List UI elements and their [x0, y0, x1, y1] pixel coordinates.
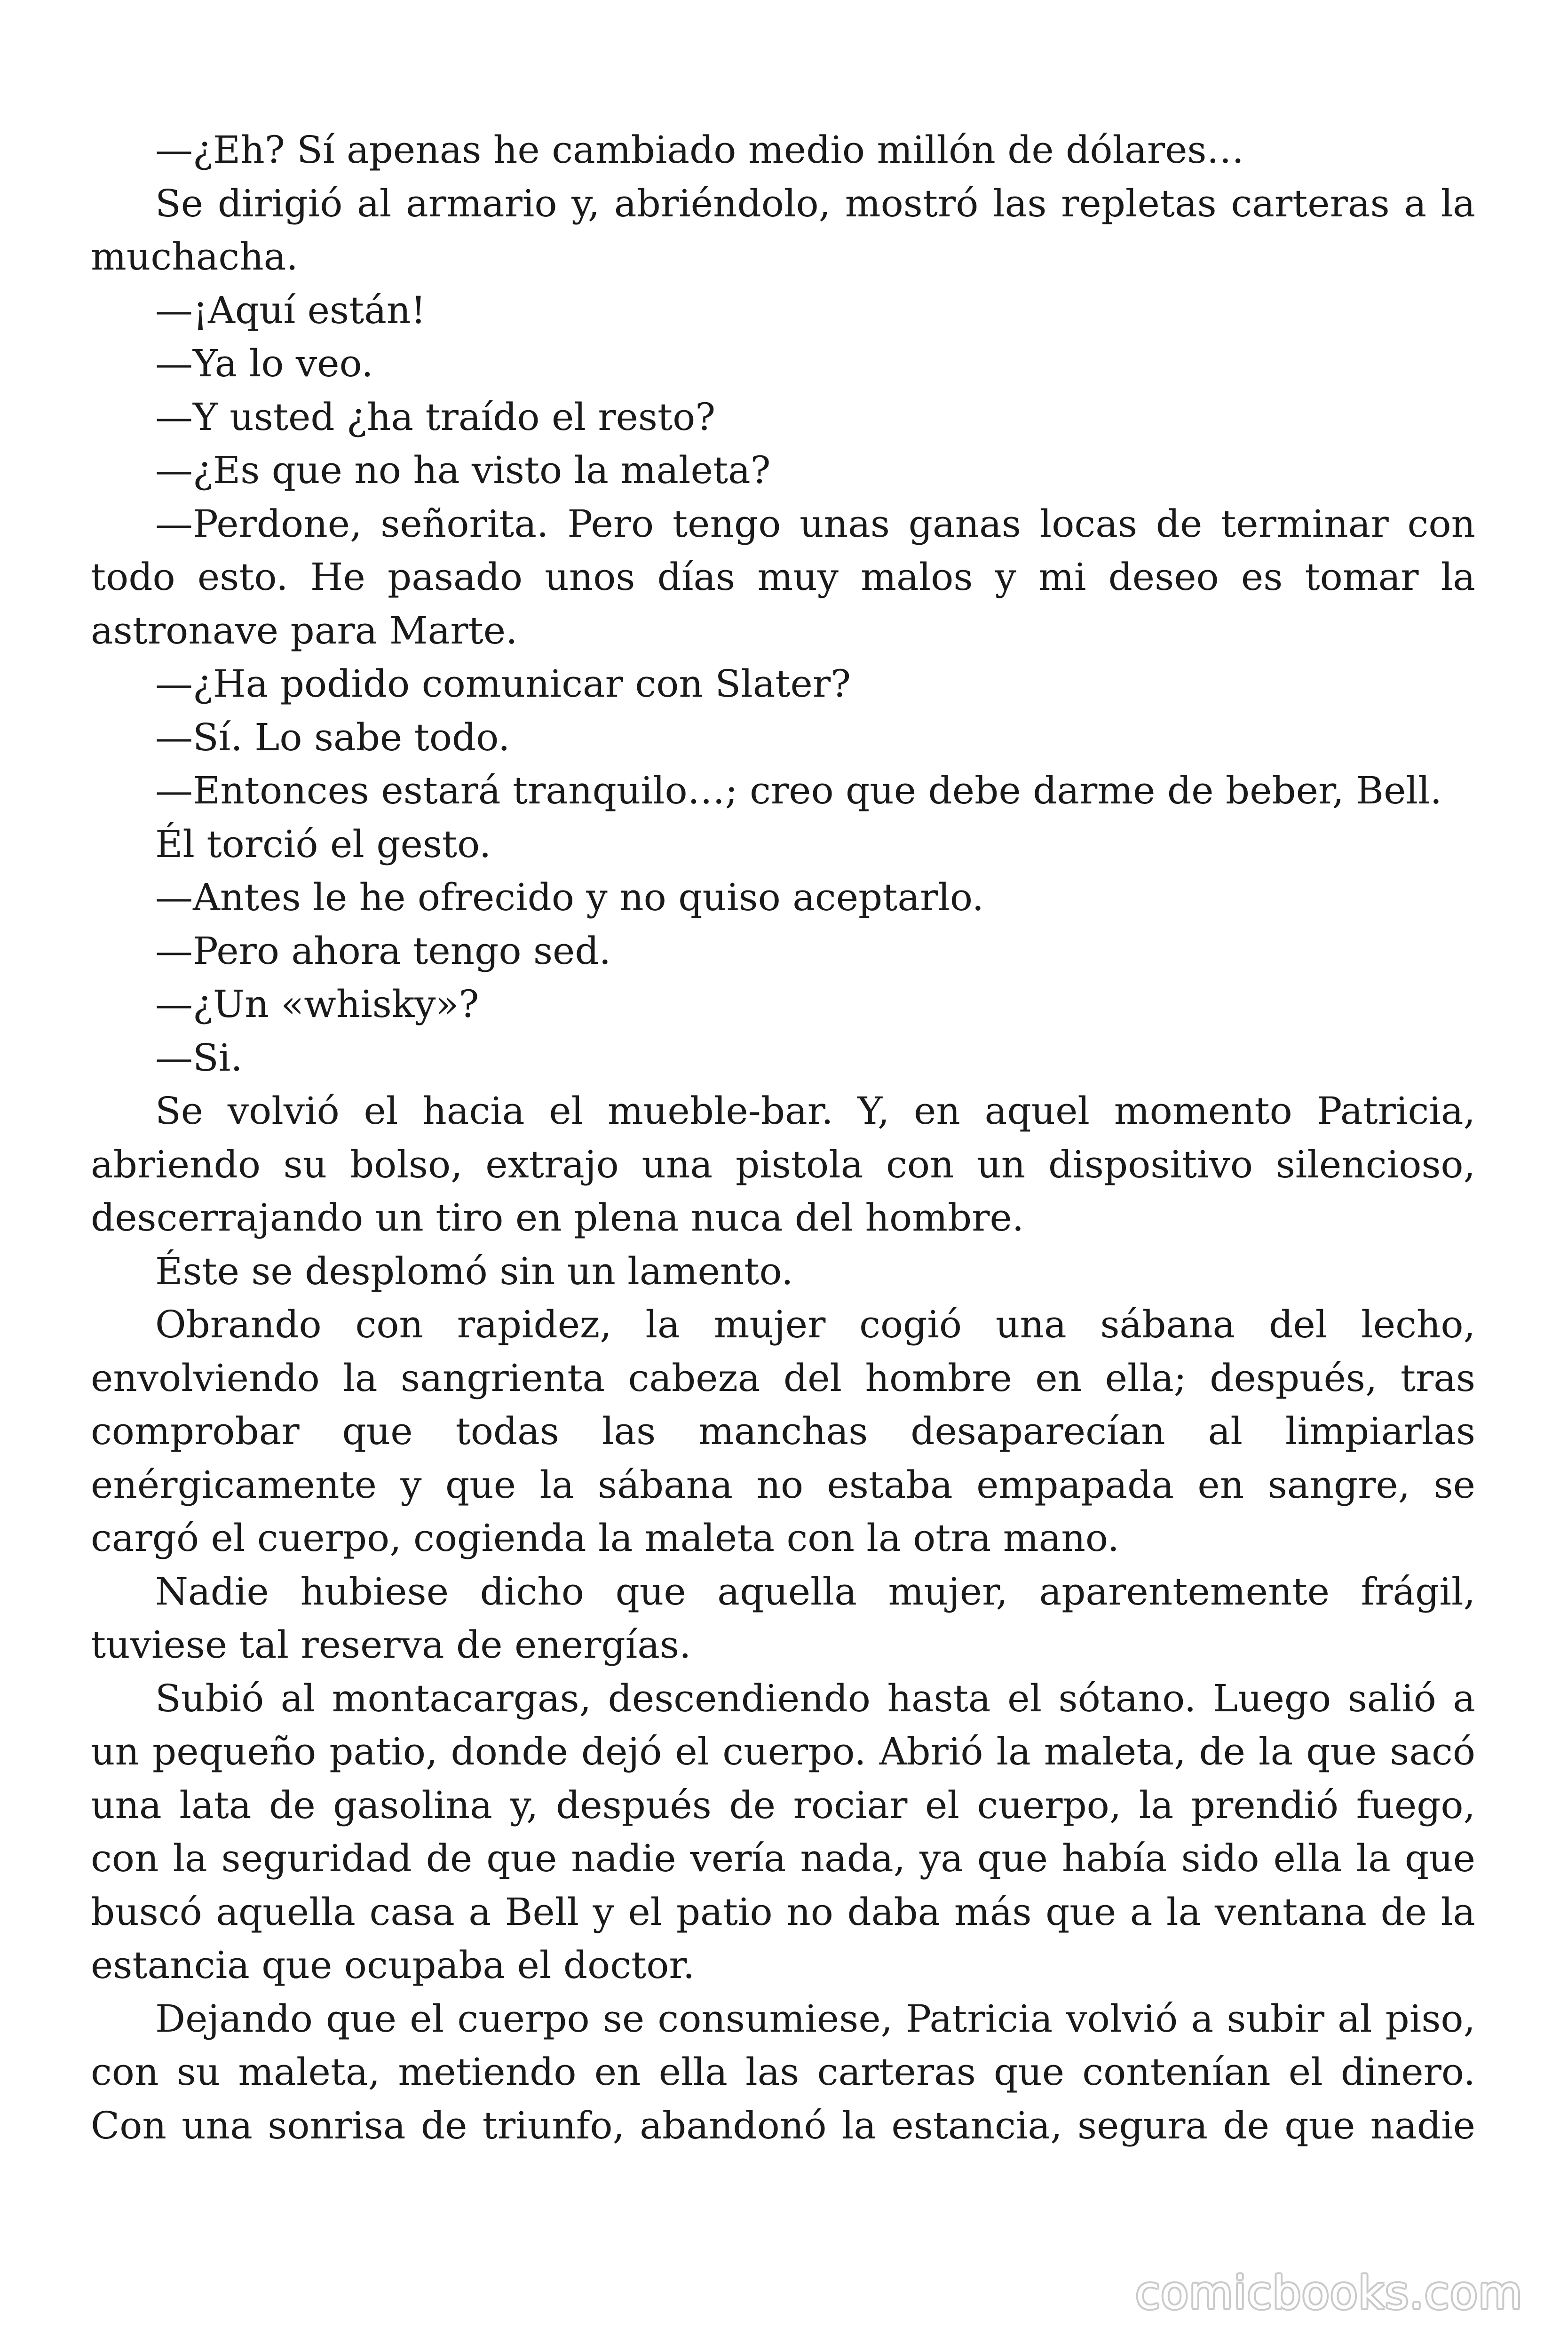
paragraph: —Pero ahora tengo sed.	[155, 929, 611, 973]
paragraph: Dejando que el cuerpo se consumiese, Patricia volvió a subir al piso, con su maleta, metiendo en ella las carteras que contenían el dinero. Con una sonrisa de triunfo, abandonó la estancia, segura de que nadie	[91, 1996, 1475, 2147]
paragraph: Nadie hubiese dicho que aquella mujer, aparentemente frágil, tuviese tal reserva de energías.	[91, 1569, 1475, 1667]
paragraph: Se dirigió al armario y, abriéndolo, mostró las repletas carteras a la muchacha.	[91, 181, 1475, 278]
paragraph: —¿Un «whisky»?	[155, 982, 479, 1026]
paragraph: —¿Es que no ha visto la maleta?	[155, 448, 771, 492]
paragraph: Se volvió el hacia el mueble-bar. Y, en aquel momento Patricia, abriendo su bolso, extrajo una pistola con un dispositivo silencioso, descerrajando un tiro en plena nuca del hombre.	[91, 1089, 1475, 1240]
paragraph: —Entonces estará tranquilo…; creo que debe darme de beber, Bell.	[155, 769, 1442, 812]
watermark-logo: comicbooks.com	[1135, 2267, 1523, 2319]
paragraph: —¡Aquí están!	[155, 288, 426, 332]
paragraph: —¿Eh? Sí apenas he cambiado medio millón de dólares…	[155, 128, 1244, 172]
paragraph: Él torció el gesto.	[155, 822, 491, 866]
paragraph: —Perdone, señorita. Pero tengo unas ganas locas de terminar con todo esto. He pasado unos días muy malos y mi deseo es tomar la astronave para Marte.	[91, 501, 1475, 652]
paragraph: —¿Ha podido comunicar con Slater?	[155, 662, 851, 706]
paragraph: —Sí. Lo sabe todo.	[155, 715, 510, 759]
paragraph: —Antes le he ofrecido y no quiso aceptarlo.	[155, 875, 984, 919]
paragraph: Subió al montacargas, descendiendo hasta el sótano. Luego salió a un pequeño patio, donde dejó el cuerpo. Abrió la maleta, de la que sacó una lata de gasolina y, después de rociar el cuerpo, la prendió fuego, con la seguridad de que nadie vería nada, ya que había sido ella la que buscó aquella casa a Bell y el patio no daba más que a la ventana de la estancia que ocupaba el doctor.	[91, 1676, 1475, 1987]
paragraph: —Ya lo veo.	[155, 342, 373, 385]
paragraph: —Y usted ¿ha traído el resto?	[155, 395, 716, 439]
paragraph: Éste se desplomó sin un lamento.	[155, 1249, 793, 1293]
paragraph: —Si.	[155, 1035, 243, 1080]
paragraph: Obrando con rapidez, la mujer cogió una sábana del lecho, envolviendo la sangrienta cabeza del hombre en ella; después, tras comprobar que todas las manchas desaparecían al limpiarlas enérgicamente y que la sábana no estaba empapada en sangre, se cargó el cuerpo, cogienda la maleta con la otra mano.	[91, 1303, 1475, 1560]
book-page-text	[91, 123, 1475, 2152]
